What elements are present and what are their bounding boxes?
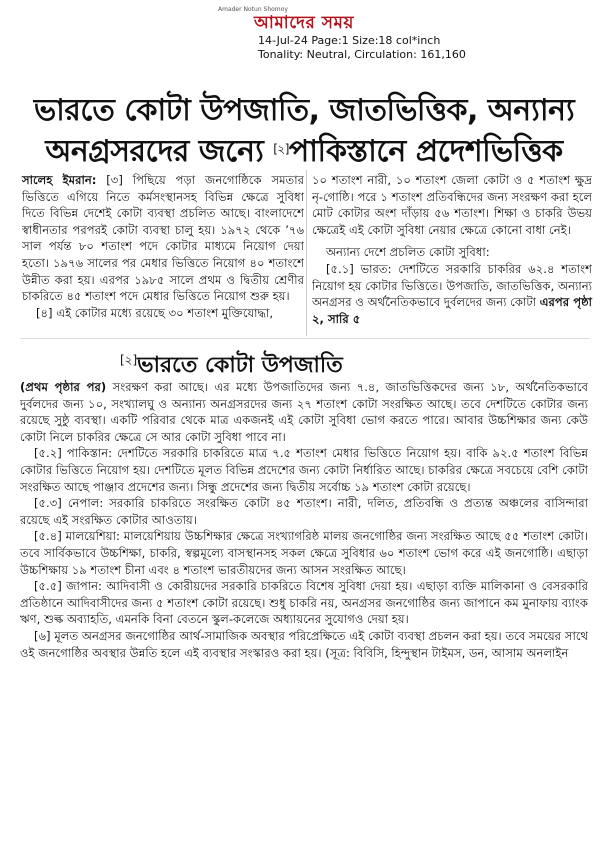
article-column-left xyxy=(22,172,304,321)
headline xyxy=(0,92,608,171)
section-divider xyxy=(20,338,590,339)
continuation-title xyxy=(120,346,343,380)
continuation-ref: [২] xyxy=(120,353,138,367)
continuation-title-text: ভারতে কোটা উপজাতি xyxy=(137,353,343,378)
article-paragraph: [৫.৫] জাপান: আদিবাসী ও কোরীয়দের সরকারি চাকরিতে বিশেষ সুবিধা দেয়া হয়। এছাড়া ব্যক্তি মালিকানা ও বেসরকারি প্রতিষ্ঠানে আদিবাসীদের জন্য ৫ শতাংশ কোটা রয়েছে। শুধু চাকরি নয়, অনগ্রসর জনগোষ্ঠির জন্য জাপানে কম মুনাফায় ব্যাংক ঋণ, শুল্ক অব্যাহতি, এমনকি বিনা বেতনে স্কুল-কলেজে অধ্যায়নের সুযোগও দেয়া হয়। xyxy=(20,579,588,627)
article-paragraph: [৬] মূলত অনগ্রসর জনগোষ্ঠির আর্থ-সামাজিক অবস্থার পরিপ্রেক্ষিতে এই কোটা ব্যবস্থা প্রচলন করা হয়। তবে সময়ের সাথে ওই জনগোষ্ঠির অবস্থার উন্নতি হলে এই ব্যবস্থার সংস্কারও করা হয়। (সূত্র: বিবিসি, হিন্দুস্থান টাইমস, ডন, আসাম অনলাইন xyxy=(20,628,588,660)
logo-text: আমাদের সময় xyxy=(254,13,354,33)
continuation-body xyxy=(20,379,588,661)
article-paragraph: [৪] এই কোটার মধ্যে রয়েছে ৩০ শতাংশ মুক্তিযোদ্ধা, xyxy=(36,305,274,320)
headline-line-1: ভারতে কোটা উপজাতি, জাতভিত্তিক, অন্যান্য xyxy=(33,93,575,128)
article-paragraph: ১০ শতাংশ নারী, ১০ শতাংশ জেলা কোটা ও ৫ শতাংশ ক্ষুদ্র নৃ-গোষ্ঠি। পরে ১ শতাংশ প্রতিবন্ধিদের জন্য সংরক্ষণ করা হলে মোট কোটার অংশ দাঁড়ায় ৫৬ শতাংশ। শিক্ষা ও চাকরি উভয় ক্ষেত্রেই এই কোটা সুবিধা নেয়ার ক্ষেত্রে কোনো বাধা নেই। xyxy=(312,173,592,237)
headline-line-2-start: অনগ্রসরদের জন্যে xyxy=(45,134,274,169)
paragraph-text: সংরক্ষণ করা আছে। এর মধ্যে উপজাতিদের জন্য ৭.৪, জাতভিত্তিকদের জন্য ১৮, অর্থনৈতিকভাবে দুর্বলদের জন্য ১০, সংখ্যালঘু ও অন্যান্য অনগ্রসরদের জন্য ২৭ শতাংশ কোটা সংরক্ষিত আছে। তবে দেশটিতে কোটার জন্য রয়েছে সুষ্ঠু ব্যবস্থা। একটি পরিবার থেকে মাত্র একজনই এই কোটা সুবিধা ভোগ করতে পারে। আবার উচ্চশিক্ষার জন্য কেউ কোটা নিলে চাকরির ক্ষেত্রে সে আর কোটা সুবিধা পাবে না। xyxy=(20,380,589,444)
headline-ref: [২] xyxy=(273,142,289,156)
article-paragraph xyxy=(20,379,588,445)
continued-from-label: (প্রথম পৃষ্ঠার পর) xyxy=(20,380,107,394)
article-paragraph: [৫.৩] নেপাল: সরকারি চাকরিতে সংরক্ষিত কোটা ৪৫ শতাংশ। নারী, দলিত, প্রতিবন্ধি ও প্রত্যন্ত অঞ্চলের বাসিন্দারা রয়েছে এই সংরক্ষিত কোটার আওতায়। xyxy=(20,496,588,527)
paragraph-text: [৩] পিছিয়ে পড়া জনগোষ্ঠিকে সমতার ভিত্তিতে এগিয়ে নিতে কর্মসংস্থানসহ বিভিন্ন ক্ষেত্রে সুবিধা দিতে বিভিন্ন দেশেই কোটা ব্যবস্থা প্রচলিত আছে। বাংলাদেশে স্বাধীনতার পরপরই কোটা ব্যবস্থা চালু হয়। ১৯৭২ থেকে ’৭৬ সাল পর্যন্ত ৮০ শতাংশ পদে কোটার মাধ্যমে নিয়োগ দেয়া হতো। ১৯৭৬ সালের পর মেধার ভিত্তিতে নিয়োগ ৪০ শতাংশে উন্নীত করা হয়। এরপর ১৯৮৫ সালে প্রথম ও দ্বিতীয় শ্রেণীর চাকরিতে ৪৫ শতাংশ পদে মেধার ভিত্তিতে নিয়োগ শুরু হয়। xyxy=(22,173,304,304)
clipping-tonality-circulation: Tonality: Neutral, Circulation: 161,160 xyxy=(258,48,466,61)
article-column-right xyxy=(312,172,592,327)
paragraph-text: [৫.১] ভারত: দেশটিতে সরকারি চাকরির ৬২.৪ শতাংশ নিয়োগ হয় কোটার ভিত্তিতে। উপজাতি, জাতভিত্তিক, অন্যান্য অনগ্রসর ও অর্থনৈতিকভাবে দুর্বলদের জন্য কোটা xyxy=(312,261,592,310)
column-divider xyxy=(306,170,307,336)
headline-line-2 xyxy=(0,130,608,171)
article-paragraph: [৫.২] পাকিস্তান: দেশটিতে সরকারি চাকরিতে মাত্র ৭.৫ শতাংশ মেধার ভিত্তিতে নিয়োগ হয়। বাকি ৯২.৫ শতাংশ বিভিন্ন কোটার ভিত্তিতে নিয়োগ হয়। দেশটিতে মূলত বিভিন্ন প্রদেশের জন্য কোটা নির্ধারিত আছে। চাকরির ক্ষেত্রে সবচেয়ে বেশি কোটা সংরক্ষিত আছে পাঞ্জাব প্রদেশের জন্য। সিন্ধু প্রদেশের জন্য দ্বিতীয় সর্বোচ্চ ১৯ শতাংশ কোটা রয়েছে। xyxy=(20,446,588,494)
other-countries-heading: অন্যান্য দেশে প্রচলিত কোটা সুবিধা: xyxy=(326,245,490,260)
continued-on-page: এরপর পৃষ্ঠা ২, সারি ৫ xyxy=(312,295,593,326)
clipping-date-page-size: 14-Jul-24 Page:1 Size:18 col*inch xyxy=(258,34,441,47)
article-paragraph xyxy=(22,172,304,305)
byline: সালেহ ইমরান: xyxy=(22,173,97,187)
article-paragraph: [৫.৪] মালয়েশিয়া: মালয়েশিয়ায় উচ্চশিক্ষার ক্ষেত্রে সংখ্যাগরিষ্ঠ মালয় জনগোষ্ঠির জন্য সংরক্ষিত আছে ৫৫ শতাংশ কোটা। তবে সার্বিকভাবে উচ্চশিক্ষা, চাকরি, স্বল্পমূল্যে বাসস্থানসহ সকল ক্ষেত্রে সুবিধার ৬০ শতাংশ ভোগ করে এই জনগোষ্ঠি। এছাড়া উচ্চশিক্ষায় ১৯ শতাংশ চীনা এবং ৪ শতাংশ ভারতীয়দের জন্য আসন সংরক্ষিত আছে। xyxy=(20,529,588,577)
headline-line-2-end: পাকিস্তানে প্রদেশভিত্তিক xyxy=(288,134,563,169)
article-paragraph xyxy=(312,261,592,327)
clipping-meta xyxy=(258,34,466,62)
masthead xyxy=(0,4,608,38)
logo-tagline: Amader Notun Shomoy xyxy=(218,6,288,13)
